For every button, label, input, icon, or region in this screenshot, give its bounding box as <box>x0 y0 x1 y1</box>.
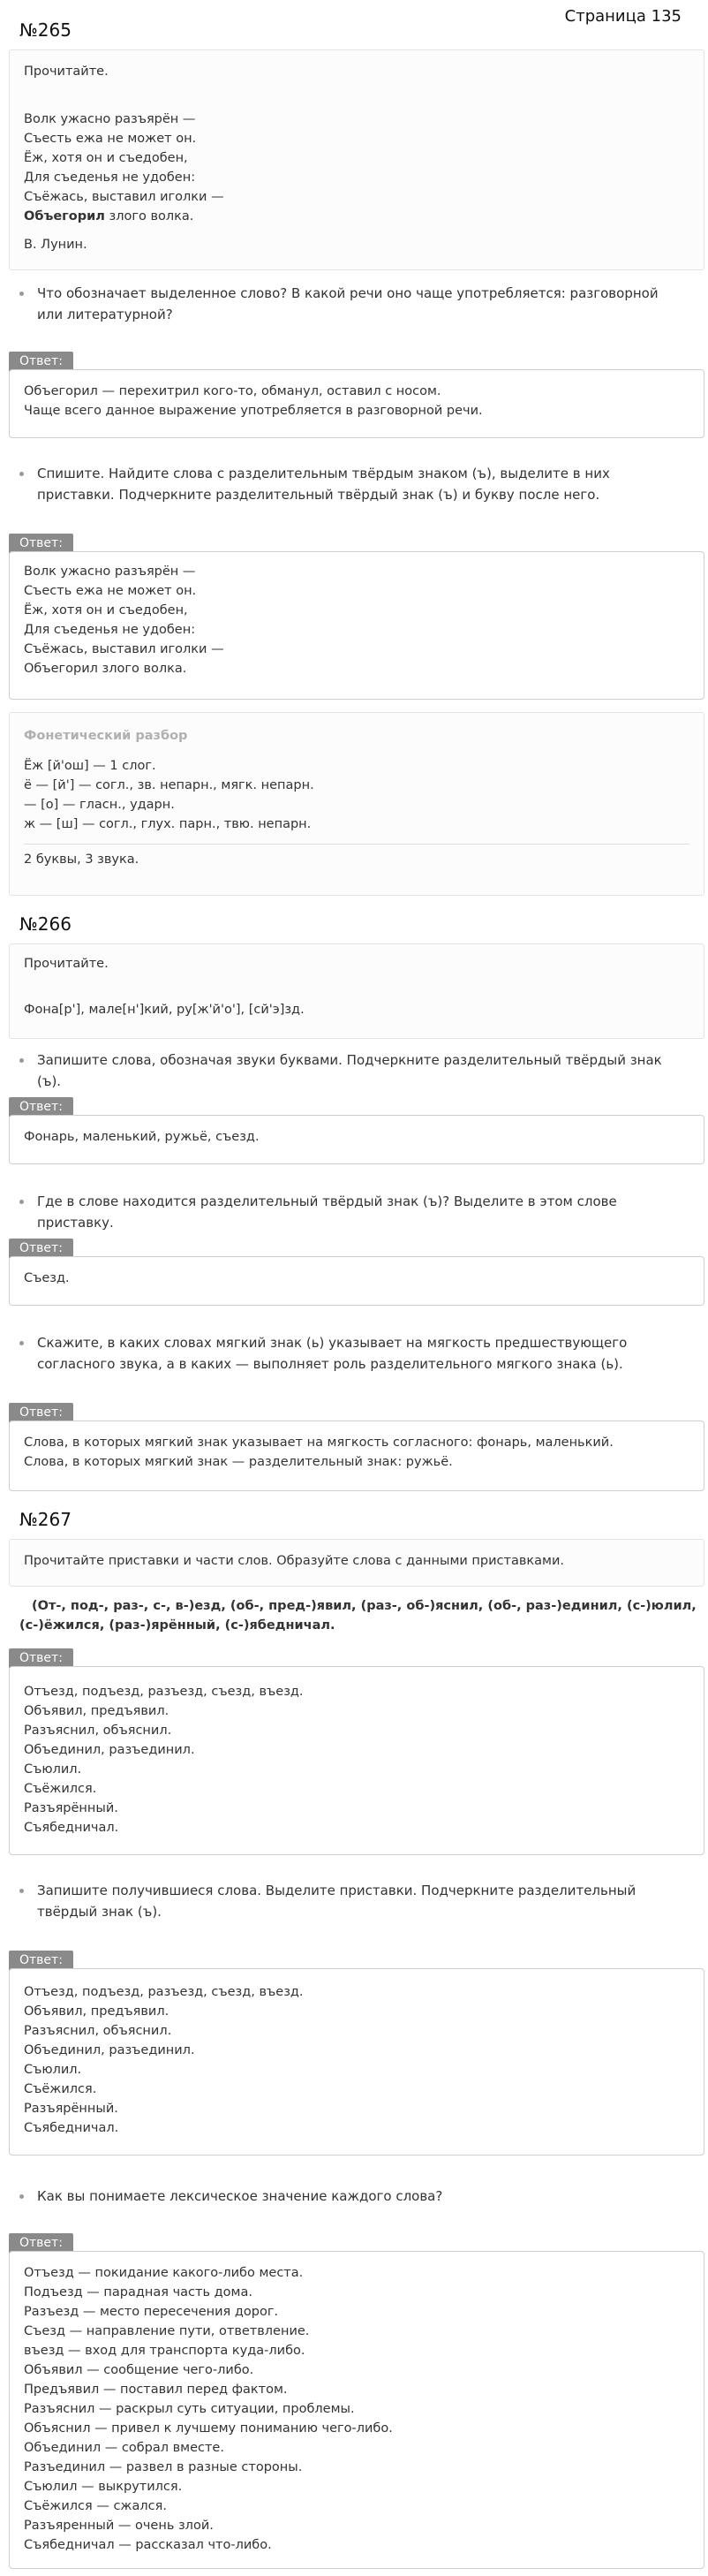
poem-line: Съесть ежа не может он. <box>24 132 197 146</box>
answer-line: Съёжился. <box>24 1782 97 1796</box>
question: Что обозначает выделенное слово? В какой речи оно чаще употребляется: разговорной или литературной? <box>19 283 673 325</box>
answer-box <box>9 1256 704 1306</box>
transcription-text: Фона[р'], мале[н']кий, ру[ж'й'о'], [сй'э]зд. <box>24 1003 305 1017</box>
phonetic-line: Ёж [й'ош] — 1 слог. <box>24 759 156 773</box>
answer-line: Съёжился. <box>24 2082 97 2096</box>
answer-line: Объяснил — привел к лучшему пониманию чего-либо. <box>24 2421 393 2436</box>
answer-line: Слова, в которых мягкий знак указывает на мягкость согласного: фонарь, маленький. <box>24 1436 614 1450</box>
answer-line: Слова, в которых мягкий знак — разделительный знак: ружьё. <box>24 1455 453 1469</box>
read-instruction: Прочитайте. <box>24 64 109 79</box>
answer-line: Съёжился — сжался. <box>24 2499 167 2513</box>
poem-line: Ёж, хотя он и съедобен, <box>24 151 188 165</box>
answer-label: Ответ: <box>9 1403 73 1422</box>
phonetic-line: ж — [ш] — согл., глух. парн., твю. непарн. <box>24 817 312 831</box>
answer-line: Съюлил. <box>24 1762 82 1777</box>
exercise-267-task-card <box>9 1539 704 1587</box>
answer-label: Ответ: <box>9 1239 73 1258</box>
poem-author: В. Лунин. <box>24 238 87 252</box>
exercise-266-text-card <box>9 943 704 1039</box>
answer-line: Разъяснил, объяснил. <box>24 2024 172 2038</box>
answer-box <box>9 1421 704 1491</box>
poem-line: Объегорил злого волка. <box>24 209 194 224</box>
poem-line: Съёжась, выставил иголки — <box>24 190 224 204</box>
answer-line: Фонарь, маленький, ружьё, съезд. <box>24 1130 260 1144</box>
task-text: Прочитайте приставки и части слов. Образуйте слова с данными приставками. <box>24 1554 564 1568</box>
answer-line: Волк ужасно разъярён — <box>24 564 196 579</box>
question: Где в слове находится разделительный твёрдый знак (ъ)? Выделите в этом слове приставку. <box>19 1191 673 1233</box>
answer-line: Съесть ежа не может он. <box>24 584 197 598</box>
answer-line: Объявил — сообщение чего-либо. <box>24 2363 254 2377</box>
answer-line: Отъезд, подъезд, разъезд, съезд, въезд. <box>24 1685 304 1699</box>
answer-line: Съезд — направление пути, ответвление. <box>24 2324 310 2338</box>
answer-line: Объявил, предъявил. <box>24 2004 169 2019</box>
answer-line: Отъезд, подъезд, разъезд, съезд, въезд. <box>24 1985 304 1999</box>
answer-line: Съёжась, выставил иголки — <box>24 642 224 656</box>
phonetic-line: ё — [й'] — согл., зв. непарн., мягк. непарн. <box>24 778 314 792</box>
answer-line: Объегорил злого волка. <box>24 662 187 676</box>
question: Скажите, в каких словах мягкий знак (ь) указывает на мягкость предшествующего согласного звука, а в каких — выполняет роль разделительного мягкого знака (ь). <box>19 1332 673 1375</box>
answer-line: Объявил, предъявил. <box>24 1704 169 1718</box>
answer-line: Объединил, разъединил. <box>24 1743 195 1757</box>
question: Спишите. Найдите слова с разделительным твёрдым знаком (ъ), выделите в них приставки. Подчеркните разделительный твёрдый знак (ъ) и букву после него. <box>19 463 673 505</box>
answer-line: Разъяренный — очень злой. <box>24 2519 214 2533</box>
phonetic-line: — [о] — гласн., ударн. <box>24 798 175 812</box>
question: Запишите получившиеся слова. Выделите приставки. Подчеркните разделительный твёрдый знак (ъ). <box>19 1880 673 1922</box>
answer-line: Подъезд — парадная часть дома. <box>24 2285 252 2299</box>
answer-label: Ответ: <box>9 1951 73 1970</box>
answer-line: Объединил — собрал вместе. <box>24 2441 224 2455</box>
exercise-266-title: №266 <box>19 913 72 935</box>
answer-line: Съябедничал — рассказал что-либо. <box>24 2538 272 2552</box>
answer-line: Разъяснил, объяснил. <box>24 1724 172 1738</box>
phonetic-summary: 2 буквы, 3 звука. <box>24 852 139 867</box>
answer-line: Разъярённый. <box>24 1801 118 1815</box>
answer-label: Ответ: <box>9 1097 73 1117</box>
answer-label: Ответ: <box>9 534 73 553</box>
answer-label: Ответ: <box>9 352 73 371</box>
answer-line: Объединил, разъединил. <box>24 2043 195 2057</box>
answer-box <box>9 1968 704 2156</box>
question: Как вы понимаете лексическое значение каждого слова? <box>19 2186 673 2207</box>
answer-line: Предъявил — поставил перед фактом. <box>24 2383 288 2397</box>
page-number: Страница 135 <box>564 7 682 26</box>
answer-line: Съябедничал. <box>24 2121 119 2135</box>
answer-label: Ответ: <box>9 1648 73 1668</box>
exercise-265-title: №265 <box>19 19 72 41</box>
exercise-267-title: №267 <box>19 1509 72 1530</box>
answer-box <box>9 551 704 700</box>
poem-line: Волк ужасно разъярён — <box>24 112 196 126</box>
highlighted-word: Объегорил <box>24 209 105 224</box>
answer-line: Для съеденья не удобен: <box>24 623 196 637</box>
phonetic-analysis-card <box>9 712 704 896</box>
prefixes-line: (От-, под-, раз-, с-, в-)езд, (об-, пред-)явил, (раз-, об-)яснил, (об-, раз-)единил, (с-)юлил, <box>32 1599 697 1613</box>
answer-line: Съюлил. <box>24 2063 82 2077</box>
answer-label: Ответ: <box>9 2233 73 2253</box>
answer-line: Съюлил — выкрутился. <box>24 2480 183 2494</box>
answer-line: Съябедничал. <box>24 1821 119 1835</box>
answer-line: Объегорил — перехитрил кого-то, обманул, оставил с носом. <box>24 384 441 398</box>
answer-box <box>9 2251 704 2569</box>
answer-line: Чаще всего данное выражение употребляется в разговорной речи. <box>24 404 483 418</box>
phonetic-title: Фонетический разбор <box>24 729 188 743</box>
answer-line: въезд — вход для транспорта куда-либо. <box>24 2344 305 2358</box>
answer-line: Съезд. <box>24 1271 70 1285</box>
answer-line: Разъезд — место пересечения дорог. <box>24 2305 279 2319</box>
answer-box <box>9 1115 704 1164</box>
read-instruction: Прочитайте. <box>24 957 109 971</box>
exercise-265-text-card <box>9 49 704 270</box>
answer-box <box>9 369 704 438</box>
answer-line: Разъединил — развел в разные стороны. <box>24 2460 303 2474</box>
answer-line: Разъяснил — раскрыл суть ситуации, проблемы. <box>24 2402 355 2416</box>
prefixes-line: (с-)ёжился, (раз-)ярённый, (с-)ябедничал. <box>19 1618 335 1633</box>
answer-line: Отъезд — покидание какого-либо места. <box>24 2266 304 2280</box>
question: Запишите слова, обозначая звуки буквами. Подчеркните разделительный твёрдый знак (ъ). <box>19 1049 673 1092</box>
answer-line: Ёж, хотя он и съедобен, <box>24 603 188 617</box>
divider <box>24 844 689 845</box>
poem-line: Для съеденья не удобен: <box>24 170 196 185</box>
answer-box <box>9 1666 704 1855</box>
answer-line: Разъярённый. <box>24 2102 118 2116</box>
